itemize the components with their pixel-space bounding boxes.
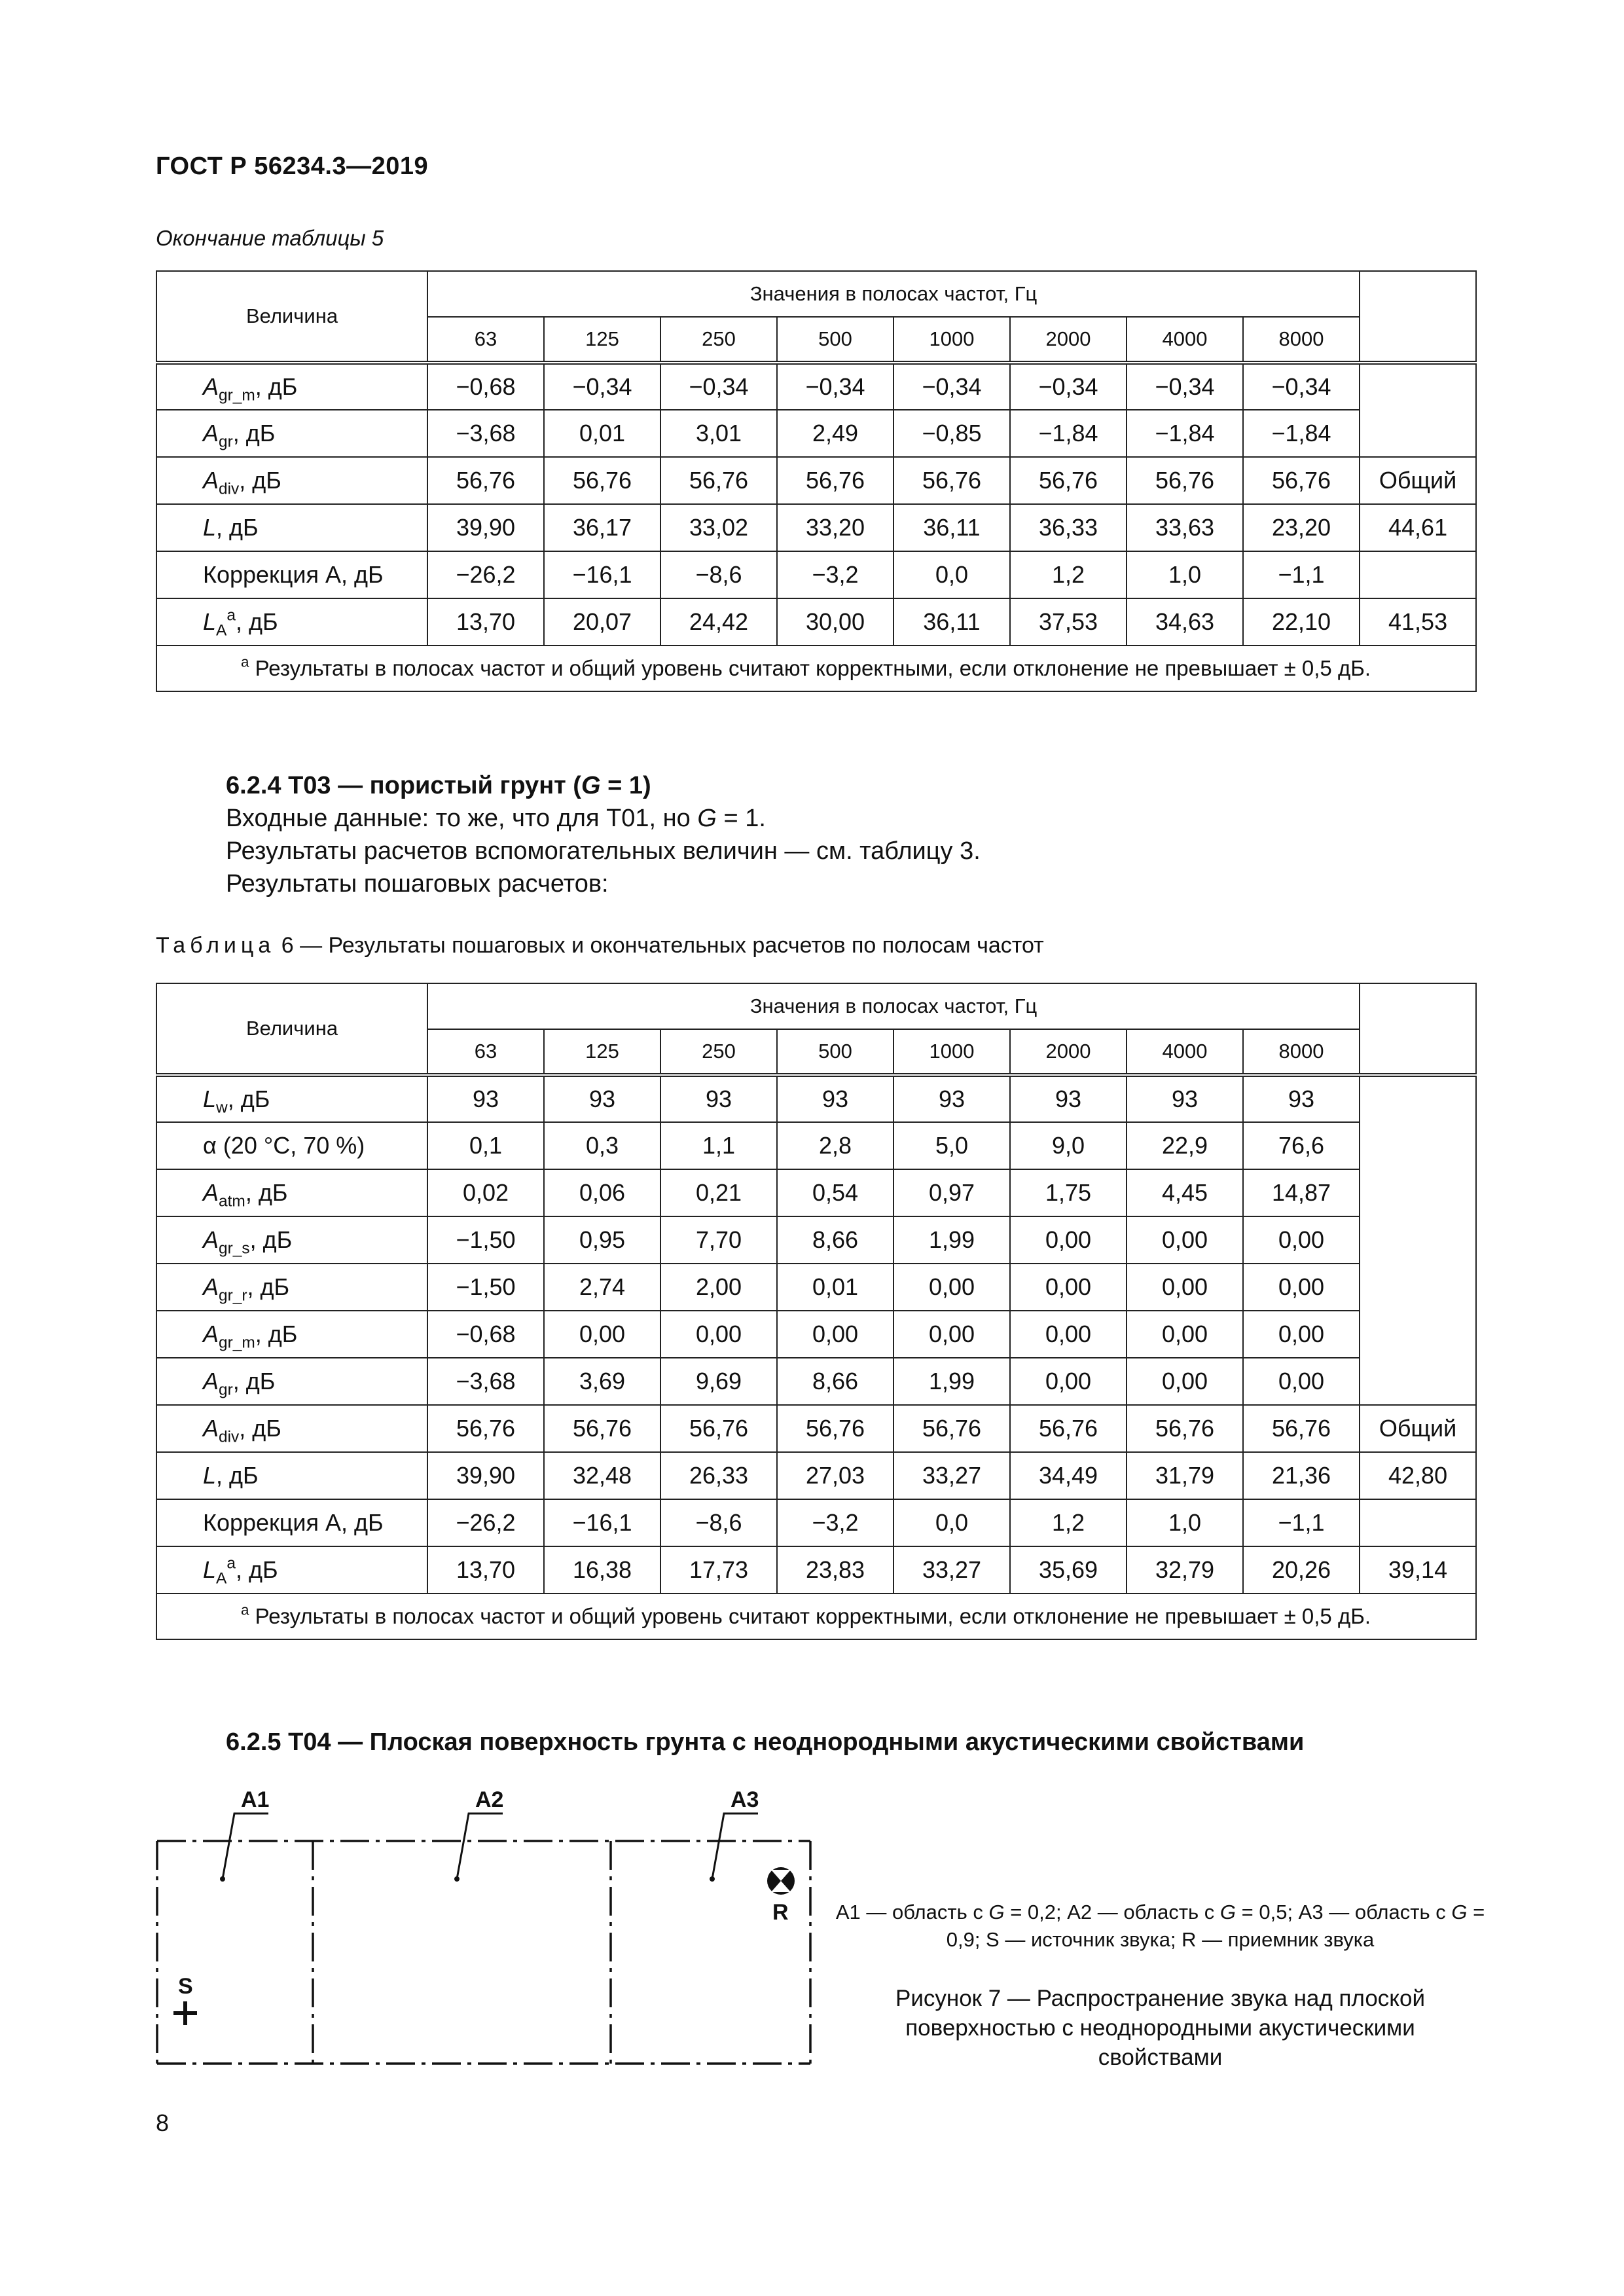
figure7-legend: А1 — область с G = 0,2; А2 — область с G = 0,5; А3 — область с G = 0,9; S — источник звука; R — приемник звука [835, 1901, 1485, 1951]
table6-body [156, 983, 1476, 1639]
leader-a1-dot [220, 1876, 225, 1882]
section-625-title: 6.2.5 Т04 — Плоская поверхность грунта с неоднородными акустическими свойствами [226, 1728, 1305, 1756]
table6-cell: 3,69 [544, 1358, 660, 1405]
table-row [156, 1122, 1476, 1169]
document-header: ГОСТ Р 56234.3—2019 [156, 153, 429, 180]
table5-cell: −0,34 [777, 363, 893, 410]
table-row [156, 1452, 1476, 1499]
table6-cell: −8,6 [660, 1499, 777, 1546]
table6-cell: 0,00 [1010, 1311, 1127, 1358]
table6-cell: −1,1 [1243, 1499, 1360, 1546]
table-row [156, 1546, 1476, 1594]
table6-head-group: Значения в полосах частот, Гц [427, 983, 1360, 1029]
table5-cell: −16,1 [544, 551, 660, 598]
table6-row-label: $A_{gr\_r}$, дБ [156, 1264, 427, 1311]
section-624-line2: Результаты расчетов вспомогательных величин — см. таблицу 3. [226, 837, 981, 865]
table6-freq-2000: 2000 [1010, 1029, 1127, 1075]
section-624-line1: Входные данные: то же, что для Т01, но G = 1. [226, 805, 766, 832]
table6-cell: 1,99 [893, 1216, 1010, 1264]
table6-cell: −0,68 [427, 1311, 544, 1358]
table5-cell: 56,76 [1010, 457, 1127, 504]
table5-cell: 36,17 [544, 504, 660, 551]
table5-cell: −0,34 [1127, 363, 1243, 410]
table6-cell: 56,76 [1243, 1405, 1360, 1452]
table5-cell: −0,34 [1010, 363, 1127, 410]
table6-cell: 0,06 [544, 1169, 660, 1216]
table6-cell: 0,01 [777, 1264, 893, 1311]
table5-cell: −0,34 [544, 363, 660, 410]
table6-cell: 27,03 [777, 1452, 893, 1499]
table5-cell: 0,0 [893, 551, 1010, 598]
figure-7-diagram [156, 1781, 817, 2082]
table5-cell: −8,6 [660, 551, 777, 598]
table5-freq-125: 125 [544, 317, 660, 363]
table-row [156, 1216, 1476, 1264]
table5-freq-250: 250 [660, 317, 777, 363]
table6-cell: 0,95 [544, 1216, 660, 1264]
table6-total-cell [1360, 1499, 1476, 1546]
table6-caption-word: Таблица [156, 933, 276, 958]
table6-cell: 56,76 [1010, 1405, 1127, 1452]
table5-cell: −3,2 [777, 551, 893, 598]
table5-head-group: Значения в полосах частот, Гц [427, 271, 1360, 317]
table5-cell: −0,68 [427, 363, 544, 410]
table6-cell: −1,50 [427, 1264, 544, 1311]
table6-row-label: $A_{gr\_m}$, дБ [156, 1311, 427, 1358]
table6-total-cell: 42,80 [1360, 1452, 1476, 1499]
table-row [156, 551, 1476, 598]
table5-cell: 56,76 [660, 457, 777, 504]
table5-cell: 34,63 [1127, 598, 1243, 646]
table6-cell: 0,21 [660, 1169, 777, 1216]
leader-a1 [223, 1813, 268, 1879]
table6-caption [156, 933, 1044, 958]
table6-total-cell: Общий [1360, 1405, 1476, 1452]
table5-row-label: $A_{gr\_m}$, дБ [156, 363, 427, 410]
table6-cell: 22,9 [1127, 1122, 1243, 1169]
table6-row-label: $A_{div}$, дБ [156, 1405, 427, 1452]
table6-freq-250: 250 [660, 1029, 777, 1075]
table5-total-cell [1360, 363, 1476, 457]
table6-cell: 0,00 [1010, 1358, 1127, 1405]
label-a1: А1 [241, 1787, 270, 1812]
table5-cell: −0,34 [893, 363, 1010, 410]
table6-cell: 56,76 [660, 1405, 777, 1452]
table6-cell: −3,68 [427, 1358, 544, 1405]
table6-cell: 0,97 [893, 1169, 1010, 1216]
table6-cell: 31,79 [1127, 1452, 1243, 1499]
table5-cell: −0,85 [893, 410, 1010, 457]
table5-freq-4000: 4000 [1127, 317, 1243, 363]
table6-cell: 0,00 [1243, 1264, 1360, 1311]
table6-cell: 93 [1010, 1075, 1127, 1122]
table5-cell: −26,2 [427, 551, 544, 598]
table5-total-cell: 44,61 [1360, 504, 1476, 551]
table6-cell: 93 [427, 1075, 544, 1122]
table5-row-label: $L_A^a$, дБ [156, 598, 427, 646]
section-624-line3: Результаты пошаговых расчетов: [226, 870, 609, 898]
table6-footnote-row [156, 1594, 1476, 1639]
table6-cell: 93 [893, 1075, 1010, 1122]
table6-freq-1000: 1000 [893, 1029, 1010, 1075]
table5-footnote: $^a$ Результаты в полосах частот и общий уровень считают корректными, если отклонение не превышает ± 0,5 дБ. [156, 646, 1476, 691]
table6-cell: 93 [1243, 1075, 1360, 1122]
table5-footnote-row [156, 646, 1476, 691]
table6-cell: 39,90 [427, 1452, 544, 1499]
table6-freq-500: 500 [777, 1029, 893, 1075]
table6-cell: 2,8 [777, 1122, 893, 1169]
table6-head-quantity: Величина [156, 983, 427, 1075]
table6-cell: −3,2 [777, 1499, 893, 1546]
label-a3: А3 [731, 1787, 759, 1812]
table6-cell: 56,76 [1127, 1405, 1243, 1452]
table6-cell: 8,66 [777, 1216, 893, 1264]
table5-cell: 3,01 [660, 410, 777, 457]
table6-cell: 2,74 [544, 1264, 660, 1311]
table6-cell: 0,00 [1243, 1216, 1360, 1264]
table6-cell: 7,70 [660, 1216, 777, 1264]
table5-row-label: L, дБ [156, 504, 427, 551]
table6-row-label: L, дБ [156, 1452, 427, 1499]
leader-a3 [712, 1813, 758, 1879]
table5-row-label: Коррекция А, дБ [156, 551, 427, 598]
table6-cell: 1,0 [1127, 1499, 1243, 1546]
table6-cell: 0,00 [544, 1311, 660, 1358]
table5-cell: −0,34 [660, 363, 777, 410]
table6-cell: 0,00 [1243, 1311, 1360, 1358]
leader-a2-dot [454, 1876, 460, 1882]
table6-cell: 1,2 [1010, 1499, 1127, 1546]
table5-total-cell [1360, 551, 1476, 598]
table6-cell: 0,00 [1243, 1358, 1360, 1405]
table6-cell: −1,50 [427, 1216, 544, 1264]
table5-cell: 33,63 [1127, 504, 1243, 551]
table5-cell: −1,84 [1010, 410, 1127, 457]
table6-cell: 0,00 [1127, 1216, 1243, 1264]
table5-cell: −1,84 [1243, 410, 1360, 457]
table6-cell: 0,00 [1127, 1311, 1243, 1358]
table-row [156, 1075, 1476, 1122]
table5-cell: 56,76 [544, 457, 660, 504]
table6-cell: 0,3 [544, 1122, 660, 1169]
table6-cell: 5,0 [893, 1122, 1010, 1169]
table6-cell: −16,1 [544, 1499, 660, 1546]
table5-cell: −1,84 [1127, 410, 1243, 457]
table-row [156, 457, 1476, 504]
table5-cell: 20,07 [544, 598, 660, 646]
table5-cell: 2,49 [777, 410, 893, 457]
table6-cell: 8,66 [777, 1358, 893, 1405]
table6-head-total [1360, 983, 1476, 1075]
table6-cell: 0,00 [893, 1311, 1010, 1358]
table5-cell: −1,1 [1243, 551, 1360, 598]
table6-cell: 9,0 [1010, 1122, 1127, 1169]
table6-cell: 0,00 [1010, 1264, 1127, 1311]
table6-cell: 93 [660, 1075, 777, 1122]
table5-cell: 24,42 [660, 598, 777, 646]
table6-cell: 1,99 [893, 1358, 1010, 1405]
table6-row-label: $L_w$, дБ [156, 1075, 427, 1122]
table6-cell: 21,36 [1243, 1452, 1360, 1499]
table6-cell: 0,02 [427, 1169, 544, 1216]
source-icon [173, 2001, 197, 2025]
table6-cell: 93 [777, 1075, 893, 1122]
table5-cell: 1,2 [1010, 551, 1127, 598]
leader-a2 [457, 1813, 503, 1879]
table6-cell: 56,76 [544, 1405, 660, 1452]
table5-cell: 33,20 [777, 504, 893, 551]
page-number: 8 [156, 2109, 170, 2136]
table6-cell: 1,75 [1010, 1169, 1127, 1216]
table-6 [156, 983, 1477, 1640]
table5-cell: 56,76 [893, 457, 1010, 504]
table6-cell: 0,00 [1127, 1264, 1243, 1311]
table-row [156, 1264, 1476, 1311]
table5-cell: 23,20 [1243, 504, 1360, 551]
table6-cell: 2,00 [660, 1264, 777, 1311]
table6-cell: 33,27 [893, 1546, 1010, 1594]
table6-cell: 33,27 [893, 1452, 1010, 1499]
table-row [156, 1405, 1476, 1452]
table-row [156, 1169, 1476, 1216]
table5-cell: 56,76 [777, 457, 893, 504]
table5-freq-8000: 8000 [1243, 317, 1360, 363]
table6-cell: 76,6 [1243, 1122, 1360, 1169]
receiver-label: R [772, 1900, 789, 1925]
table6-row-label: $A_{atm}$, дБ [156, 1169, 427, 1216]
table6-row-label: Коррекция А, дБ [156, 1499, 427, 1546]
table5-row-label: $A_{gr}$, дБ [156, 410, 427, 457]
table-row [156, 1311, 1476, 1358]
table6-cell: 0,00 [1127, 1358, 1243, 1405]
table6-cell: 56,76 [777, 1405, 893, 1452]
table6-freq-63: 63 [427, 1029, 544, 1075]
section-624-title: 6.2.4 Т03 — пористый грунт (G = 1) [226, 772, 651, 799]
table5-cell: 22,10 [1243, 598, 1360, 646]
table-row [156, 410, 1476, 457]
table6-cell: 32,79 [1127, 1546, 1243, 1594]
table6-freq-125: 125 [544, 1029, 660, 1075]
table6-cell: 0,0 [893, 1499, 1010, 1546]
table5-cell: 1,0 [1127, 551, 1243, 598]
table5-cell: 56,76 [427, 457, 544, 504]
table-row [156, 504, 1476, 551]
table6-cell: 0,00 [777, 1311, 893, 1358]
table5-total-cell: Общий [1360, 457, 1476, 504]
table-row [156, 1499, 1476, 1546]
table5-cell: 36,11 [893, 598, 1010, 646]
table6-cell: −26,2 [427, 1499, 544, 1546]
table6-cell: 56,76 [427, 1405, 544, 1452]
table-5 [156, 270, 1477, 692]
table6-cell: 32,48 [544, 1452, 660, 1499]
table6-cell: 0,00 [893, 1264, 1010, 1311]
table6-cell: 93 [1127, 1075, 1243, 1122]
table5-cell: −3,68 [427, 410, 544, 457]
table6-cell: 26,33 [660, 1452, 777, 1499]
table6-cell: 35,69 [1010, 1546, 1127, 1594]
table5-cell: −0,34 [1243, 363, 1360, 410]
label-a2: А2 [475, 1787, 504, 1812]
table6-cell: 16,38 [544, 1546, 660, 1594]
table5-freq-63: 63 [427, 317, 544, 363]
table6-footnote: $^a$ Результаты в полосах частот и общий уровень считают корректными, если отклонение не превышает ± 0,5 дБ. [156, 1594, 1476, 1639]
table5-body [156, 271, 1476, 691]
table6-cell: 0,00 [1010, 1216, 1127, 1264]
table5-total-cell: 41,53 [1360, 598, 1476, 646]
table-row [156, 363, 1476, 410]
table6-cell: 17,73 [660, 1546, 777, 1594]
source-label: S [178, 1974, 193, 1999]
table6-freq-4000: 4000 [1127, 1029, 1243, 1075]
table6-total-cell: 39,14 [1360, 1546, 1476, 1594]
table6-row-label: α (20 °С, 70 %) [156, 1122, 427, 1169]
table5-cell: 36,11 [893, 504, 1010, 551]
table6-row-label: $A_{gr}$, дБ [156, 1358, 427, 1405]
table5-cell: 36,33 [1010, 504, 1127, 551]
table6-cell: 0,1 [427, 1122, 544, 1169]
table6-caption-text: 6 — Результаты пошаговых и окончательных расчетов по полосам частот [275, 933, 1044, 958]
table6-cell: 20,26 [1243, 1546, 1360, 1594]
section-6-2-4 [226, 769, 981, 900]
table6-cell: 9,69 [660, 1358, 777, 1405]
receiver-icon [767, 1867, 795, 1895]
table5-freq-500: 500 [777, 317, 893, 363]
table6-row-label: $A_{gr\_s}$, дБ [156, 1216, 427, 1264]
table6-cell: 4,45 [1127, 1169, 1243, 1216]
table5-freq-2000: 2000 [1010, 317, 1127, 363]
table6-total-cell [1360, 1075, 1476, 1405]
table5-row-label: $A_{div}$, дБ [156, 457, 427, 504]
table6-cell: 23,83 [777, 1546, 893, 1594]
table5-cell: 39,90 [427, 504, 544, 551]
table5-freq-1000: 1000 [893, 317, 1010, 363]
table5-cell: 37,53 [1010, 598, 1127, 646]
table6-cell: 0,54 [777, 1169, 893, 1216]
table5-head-quantity: Величина [156, 271, 427, 363]
table6-freq-8000: 8000 [1243, 1029, 1360, 1075]
table6-cell: 1,1 [660, 1122, 777, 1169]
table6-cell: 14,87 [1243, 1169, 1360, 1216]
table5-cell: 30,00 [777, 598, 893, 646]
leader-a3-dot [710, 1876, 715, 1882]
table-row [156, 1358, 1476, 1405]
table6-cell: 56,76 [893, 1405, 1010, 1452]
table6-row-label: $L_A^a$, дБ [156, 1546, 427, 1594]
table6-cell: 13,70 [427, 1546, 544, 1594]
table5-cell: 56,76 [1243, 457, 1360, 504]
table5-head-total [1360, 271, 1476, 363]
table-row [156, 598, 1476, 646]
table6-cell: 34,49 [1010, 1452, 1127, 1499]
figure7-title: Рисунок 7 — Распространение звука над плоской поверхностью с неоднородными акустическими свойствами [895, 1986, 1426, 2070]
table6-cell: 93 [544, 1075, 660, 1122]
table5-cell: 13,70 [427, 598, 544, 646]
table5-cell: 56,76 [1127, 457, 1243, 504]
table6-cell: 0,00 [660, 1311, 777, 1358]
table5-cell: 0,01 [544, 410, 660, 457]
table5-cell: 33,02 [660, 504, 777, 551]
table5-caption: Окончание таблицы 5 [156, 226, 384, 250]
